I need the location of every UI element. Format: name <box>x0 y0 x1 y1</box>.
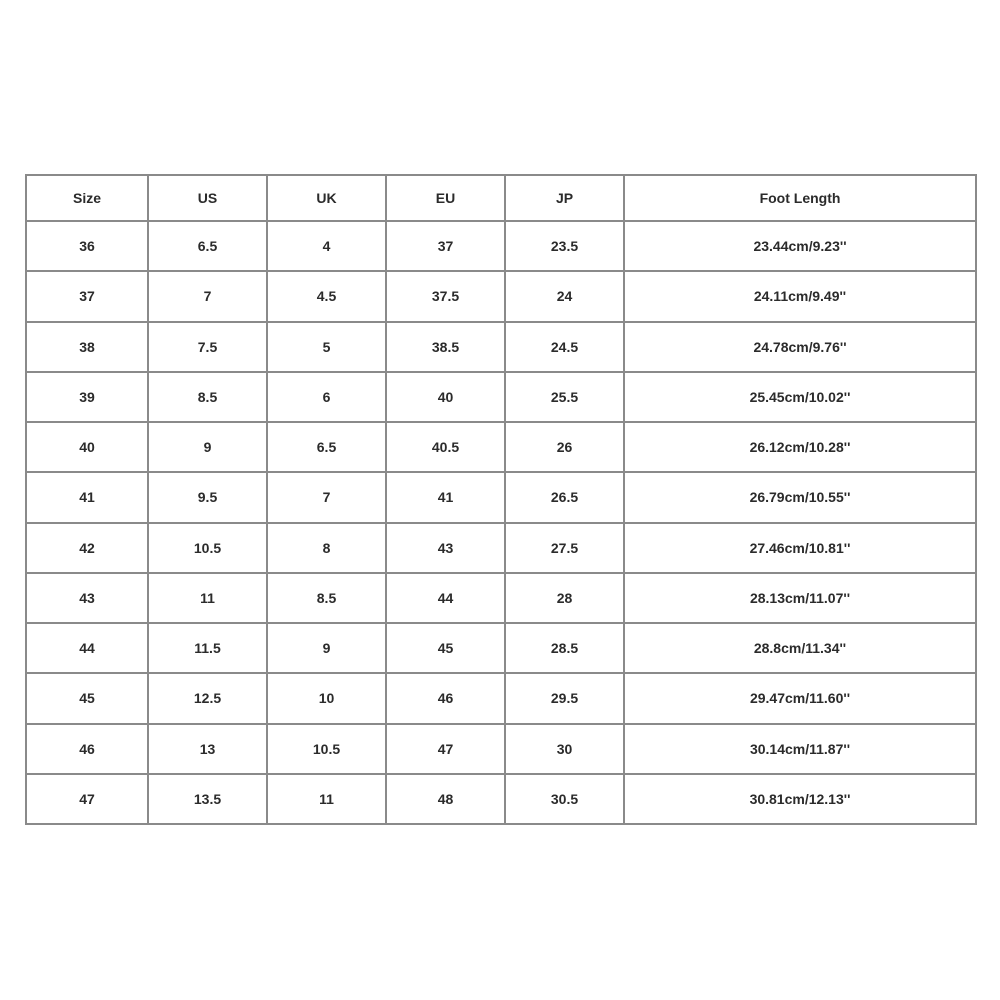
cell-size: 41 <box>26 472 148 522</box>
cell-size: 46 <box>26 724 148 774</box>
cell-foot-length: 23.44cm/9.23'' <box>624 221 976 271</box>
cell-jp: 25.5 <box>505 372 624 422</box>
cell-eu: 37.5 <box>386 271 505 321</box>
cell-uk: 7 <box>267 472 386 522</box>
cell-foot-length: 29.47cm/11.60'' <box>624 673 976 723</box>
cell-jp: 28 <box>505 573 624 623</box>
table-body <box>26 221 976 824</box>
header-eu: EU <box>386 175 505 221</box>
cell-us: 10.5 <box>148 523 267 573</box>
header-uk: UK <box>267 175 386 221</box>
cell-foot-length: 24.11cm/9.49'' <box>624 271 976 321</box>
cell-eu: 44 <box>386 573 505 623</box>
cell-size: 43 <box>26 573 148 623</box>
cell-us: 11.5 <box>148 623 267 673</box>
cell-eu: 45 <box>386 623 505 673</box>
table-row <box>26 271 976 321</box>
cell-uk: 11 <box>267 774 386 824</box>
cell-foot-length: 25.45cm/10.02'' <box>624 372 976 422</box>
cell-eu: 41 <box>386 472 505 522</box>
cell-jp: 24.5 <box>505 322 624 372</box>
size-chart-table <box>25 174 977 825</box>
table-row <box>26 523 976 573</box>
cell-us: 7.5 <box>148 322 267 372</box>
cell-size: 37 <box>26 271 148 321</box>
cell-us: 9 <box>148 422 267 472</box>
cell-eu: 37 <box>386 221 505 271</box>
table-row <box>26 422 976 472</box>
cell-jp: 27.5 <box>505 523 624 573</box>
cell-eu: 40 <box>386 372 505 422</box>
cell-size: 36 <box>26 221 148 271</box>
table-row <box>26 673 976 723</box>
cell-us: 8.5 <box>148 372 267 422</box>
table-row <box>26 774 976 824</box>
cell-eu: 48 <box>386 774 505 824</box>
cell-eu: 40.5 <box>386 422 505 472</box>
table-row <box>26 372 976 422</box>
cell-eu: 47 <box>386 724 505 774</box>
cell-jp: 26 <box>505 422 624 472</box>
cell-jp: 26.5 <box>505 472 624 522</box>
cell-us: 7 <box>148 271 267 321</box>
cell-uk: 8.5 <box>267 573 386 623</box>
cell-size: 39 <box>26 372 148 422</box>
cell-us: 13 <box>148 724 267 774</box>
cell-uk: 5 <box>267 322 386 372</box>
cell-uk: 10.5 <box>267 724 386 774</box>
cell-uk: 4 <box>267 221 386 271</box>
cell-foot-length: 26.12cm/10.28'' <box>624 422 976 472</box>
cell-size: 38 <box>26 322 148 372</box>
table-header <box>26 175 976 221</box>
cell-us: 12.5 <box>148 673 267 723</box>
cell-uk: 9 <box>267 623 386 673</box>
cell-jp: 23.5 <box>505 221 624 271</box>
cell-jp: 28.5 <box>505 623 624 673</box>
cell-eu: 46 <box>386 673 505 723</box>
cell-us: 13.5 <box>148 774 267 824</box>
cell-uk: 6 <box>267 372 386 422</box>
cell-foot-length: 24.78cm/9.76'' <box>624 322 976 372</box>
table-row <box>26 623 976 673</box>
cell-uk: 8 <box>267 523 386 573</box>
cell-us: 11 <box>148 573 267 623</box>
table-row <box>26 221 976 271</box>
cell-jp: 24 <box>505 271 624 321</box>
cell-foot-length: 28.8cm/11.34'' <box>624 623 976 673</box>
header-size: Size <box>26 175 148 221</box>
header-jp: JP <box>505 175 624 221</box>
cell-eu: 38.5 <box>386 322 505 372</box>
table-row <box>26 472 976 522</box>
cell-jp: 30 <box>505 724 624 774</box>
cell-size: 42 <box>26 523 148 573</box>
cell-foot-length: 30.81cm/12.13'' <box>624 774 976 824</box>
cell-jp: 30.5 <box>505 774 624 824</box>
table-row <box>26 724 976 774</box>
cell-size: 45 <box>26 673 148 723</box>
cell-size: 47 <box>26 774 148 824</box>
cell-eu: 43 <box>386 523 505 573</box>
header-foot-length: Foot Length <box>624 175 976 221</box>
cell-jp: 29.5 <box>505 673 624 723</box>
cell-size: 40 <box>26 422 148 472</box>
cell-us: 9.5 <box>148 472 267 522</box>
cell-uk: 6.5 <box>267 422 386 472</box>
cell-foot-length: 30.14cm/11.87'' <box>624 724 976 774</box>
cell-foot-length: 27.46cm/10.81'' <box>624 523 976 573</box>
cell-uk: 10 <box>267 673 386 723</box>
cell-us: 6.5 <box>148 221 267 271</box>
cell-foot-length: 26.79cm/10.55'' <box>624 472 976 522</box>
header-row <box>26 175 976 221</box>
header-us: US <box>148 175 267 221</box>
cell-size: 44 <box>26 623 148 673</box>
cell-foot-length: 28.13cm/11.07'' <box>624 573 976 623</box>
cell-uk: 4.5 <box>267 271 386 321</box>
table-row <box>26 322 976 372</box>
table-row <box>26 573 976 623</box>
